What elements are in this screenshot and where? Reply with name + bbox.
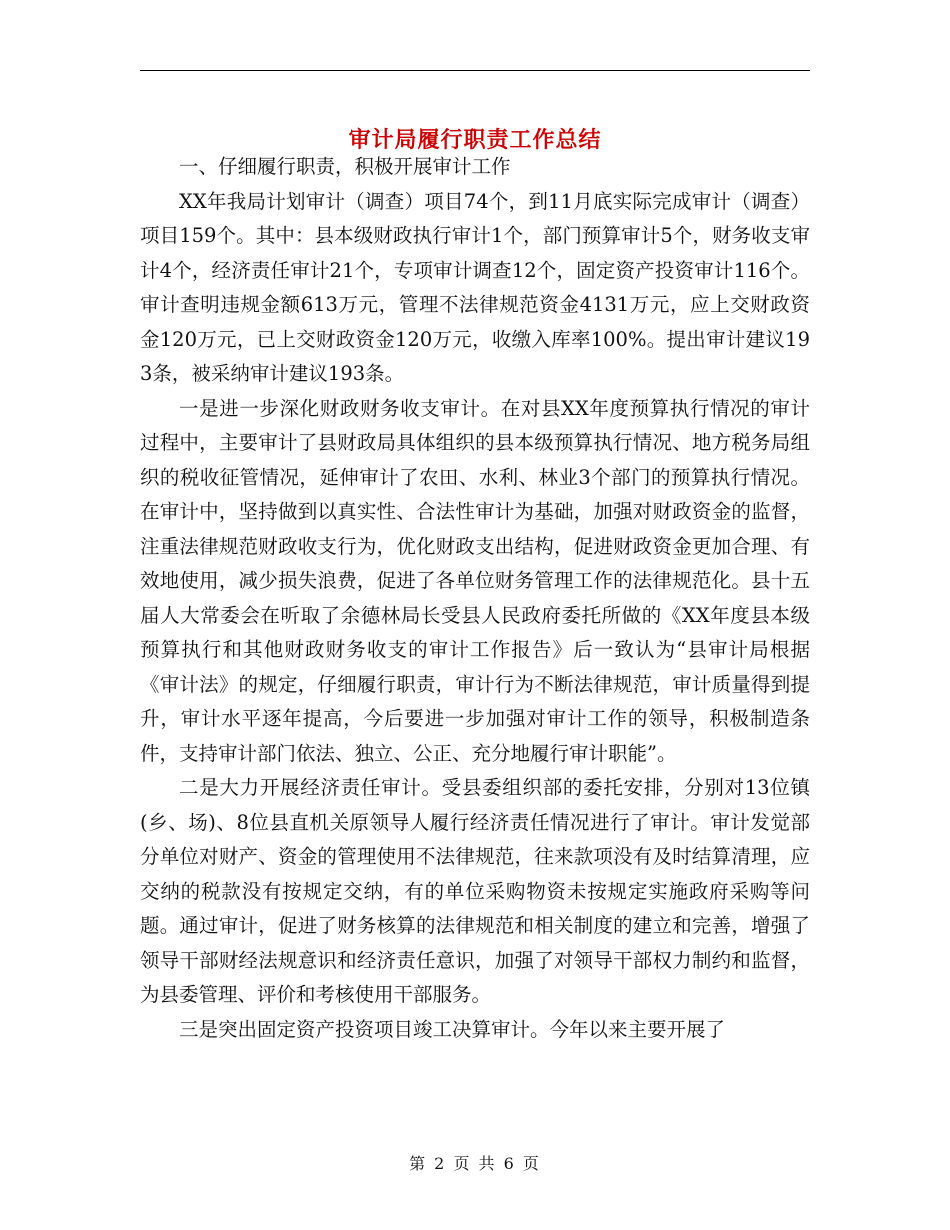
document-title: 审计局履行职责工作总结 bbox=[348, 126, 602, 153]
paragraph-fixed-asset-audit: 三是突出固定资产投资项目竣工决算审计。今年以来主要开展了 bbox=[179, 1017, 726, 1041]
section-heading: 一、仔细履行职责，积极开展审计工作 bbox=[179, 155, 511, 178]
paragraph-summary: XX年我局计划审计（调查）项目74个，到11月底实际完成审计（调查）项目159个。其中：县本级财政执行审计1个，部门预算审计5个，财务收支审计4个，经济责任审计21个，专项审计调查12个，固定资产投资审计116个。审计查明违规金额613万元，管理不法律规范资金4131万元，应上交财政资金120万元，已上交财政资金120万元，收缴入库率100%。提出审计建议193条，被采纳审计建议193条。 bbox=[140, 189, 810, 385]
page-number: 第 2 页 共 6 页 bbox=[409, 1154, 541, 1173]
header-rule bbox=[140, 70, 810, 71]
paragraph-economic-responsibility: 二是大力开展经济责任审计。受县委组织部的委托安排，分别对13位镇(乡、场)、8位县直机关原领导人履行经济责任情况进行了审计。审计发觉部分单位对财产、资金的管理使用不法律规范，往来款项没有及时结算清理，应交纳的税款没有按规定交纳，有的单位采购物资未按规定实施政府采购等问题。通过审计，促进了财务核算的法律规范和相关制度的建立和完善，增强了领导干部财经法规意识和经济责任意识，加强了对领导干部权力制约和监督，为县委管理、评价和考核使用干部服务。 bbox=[140, 776, 810, 1006]
paragraph-fiscal-audit: 一是进一步深化财政财务收支审计。在对县XX年度预算执行情况的审计过程中，主要审计了县财政局具体组织的县本级预算执行情况、地方税务局组织的税收征管情况，延伸审计了农田、水利、林业3个部门的预算执行情况。在审计中，坚持做到以真实性、合法性审计为基础，加强对财政资金的监督，注重法律规范财政收支行为，优化财政支出结构，促进财政资金更加合理、有效地使用，减少损失浪费，促进了各单位财务管理工作的法律规范化。县十五届人大常委会在听取了余德林局长受县人民政府委托所做的《XX年度县本级预算执行和其他财政财务收支的审计工作报告》后一致认为“县审计局根据《审计法》的规定，仔细履行职责，审计行为不断法律规范，审计质量得到提升，审计水平逐年提高，今后要进一步加强对审计工作的领导，积极制造条件，支持审计部门依法、独立、公正、充分地履行审计职能”。 bbox=[140, 396, 810, 765]
document-body bbox=[140, 150, 810, 1047]
